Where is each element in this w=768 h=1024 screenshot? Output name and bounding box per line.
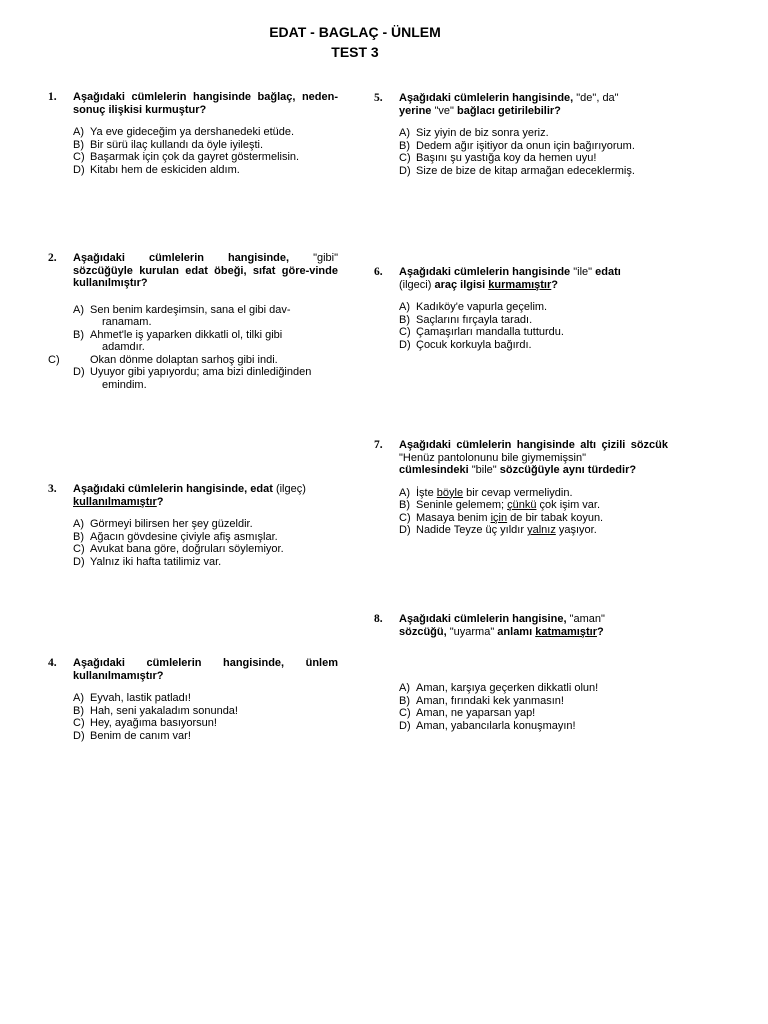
question-8 xyxy=(374,613,668,732)
option-b[interactable]: B) Aman, fırındaki kek yanmasın! xyxy=(399,694,564,707)
question-number: 1. xyxy=(48,91,57,103)
option-c[interactable]: C) Okan dönme dolaptan sarhoş gibi indi. xyxy=(48,353,278,366)
option-b[interactable]: B) Ahmet'le iş yaparken dikkatli ol, tilki gibi adamdır. xyxy=(73,328,283,353)
question-3 xyxy=(48,483,338,568)
option-b[interactable]: B) Saçlarını fırçayla taradı. xyxy=(399,313,533,326)
question-stem: Aşağıdaki cümlelerin hangisine, "aman" sözcüğü, "uyarma" anlamı katmamıştır? xyxy=(399,613,605,638)
option-c[interactable]: C) Hey, ayağıma basıyorsun! xyxy=(73,717,217,729)
option-d[interactable]: D) Yalnız iki hafta tatilimiz var. xyxy=(73,555,222,568)
option-c[interactable]: C) Başarmak için çok da gayret göstermelisin. xyxy=(73,151,300,163)
question-stem: Aşağıdaki cümlelerin hangisinde, "gibi" sözcüğüyle kurulan edat öbeği, sıfat göre-vinde kullanılmıştır? xyxy=(73,252,338,289)
option-c[interactable]: C) Aman, ne yaparsan yap! xyxy=(399,707,536,719)
options-list xyxy=(73,692,338,742)
options-list xyxy=(399,301,668,351)
question-number: 2. xyxy=(48,252,57,264)
test-number: TEST 3 xyxy=(331,44,379,60)
option-d[interactable]: D) Nadide Teyze üç yıldır yalnız yaşıyor. xyxy=(399,524,597,536)
question-number: 3. xyxy=(48,483,57,495)
option-b[interactable]: B) Hah, seni yakaladım sonunda! xyxy=(73,704,238,717)
question-stem: Aşağıdaki cümlelerin hangisinde, ünlem kullanılmamıştır? xyxy=(73,657,338,682)
option-c[interactable]: C) Çamaşırları mandalla tutturdu. xyxy=(399,326,564,338)
option-a[interactable]: A) Sen benim kardeşimsin, sana el gibi dav- ranamam. xyxy=(73,303,291,328)
options-list xyxy=(399,127,668,177)
underlined-word: çünkü xyxy=(507,499,537,511)
option-c[interactable]: C) Masaya benim için de bir tabak koyun. xyxy=(399,511,604,524)
question-1 xyxy=(48,91,338,176)
question-stem: Aşağıdaki cümlelerin hangisinde bağlaç, neden-sonuç ilişkisi kurmuştur? xyxy=(73,91,338,116)
option-d[interactable]: D) Kitabı hem de eskiciden aldım. xyxy=(73,163,240,176)
options-list xyxy=(73,518,338,568)
options-list xyxy=(399,682,668,732)
question-7 xyxy=(374,439,668,537)
underlined-word: yalnız xyxy=(527,524,556,536)
question-stem: Aşağıdaki cümlelerin hangisinde altı çizili sözcük "Henüz pantolonunu bile giymemişsin" cümlesindeki "bile" sözcüğüyle aynı türdedir? xyxy=(399,439,668,476)
option-a[interactable]: A) Kadıköy'e vapurla geçelim. xyxy=(399,301,548,313)
question-number: 7. xyxy=(374,439,383,451)
option-a[interactable]: A) Siz yiyin de biz sonra yeriz. xyxy=(399,127,549,139)
question-number: 8. xyxy=(374,613,383,625)
option-d[interactable]: D) Çocuk korkuyla bağırdı. xyxy=(399,338,532,351)
underlined-word: böyle xyxy=(436,486,464,499)
question-number: 6. xyxy=(374,266,383,278)
question-4 xyxy=(48,657,338,742)
options-list xyxy=(399,487,668,537)
option-b[interactable]: B) Bir sürü ilaç kullandı da öyle iyileşti. xyxy=(73,138,264,151)
option-c[interactable]: C) Avukat bana göre, doğruları söylemiyor. xyxy=(73,543,284,555)
question-2 xyxy=(48,252,338,391)
option-b[interactable]: B) Seninle gelemem; çünkü çok işim var. xyxy=(399,499,601,511)
option-a[interactable]: A) Ya eve gideceğim ya dershanedeki etüde. xyxy=(73,126,295,138)
option-a[interactable]: A) Aman, karşıya geçerken dikkatli olun! xyxy=(399,682,599,694)
options-list xyxy=(48,303,338,392)
option-a[interactable]: A) İşte böyle bir cevap vermeliydin. xyxy=(399,486,573,499)
question-number: 4. xyxy=(48,657,57,669)
option-c[interactable]: C) Başını şu yastığa koy da hemen uyu! xyxy=(399,152,597,164)
question-stem: Aşağıdaki cümlelerin hangisinde, "de", da" yerine "ve" bağlacı getirilebilir? xyxy=(399,92,619,117)
question-5 xyxy=(374,92,668,177)
option-d[interactable]: D) Size de bize de kitap armağan edeceklermiş. xyxy=(399,164,635,177)
question-6 xyxy=(374,266,668,351)
option-b[interactable]: B) Dedem ağır işitiyor da onun için bağırıyorum. xyxy=(399,139,635,152)
option-d[interactable]: D) Benim de canım var! xyxy=(73,729,191,742)
underlined-word: için xyxy=(490,511,508,524)
question-stem: Aşağıdaki cümlelerin hangisinde "ile" edatı (ilgeci) araç ilgisi kurmamıştır? xyxy=(399,266,621,291)
option-a[interactable]: A) Görmeyi bilirsen her şey güzeldir. xyxy=(73,518,253,530)
question-number: 5. xyxy=(374,92,383,104)
page-title: EDAT - BAGLAÇ - ÜNLEM xyxy=(269,24,441,40)
option-d[interactable]: D) Uyuyor gibi yapıyordu; ama bizi dinlediğinden emindim. xyxy=(73,366,312,391)
option-d[interactable]: D) Aman, yabancılarla konuşmayın! xyxy=(399,719,576,732)
options-list xyxy=(73,126,338,176)
option-b[interactable]: B) Ağacın gövdesine çiviyle afiş asmışlar. xyxy=(73,530,278,543)
question-stem: Aşağıdaki cümlelerin hangisinde, edat (ilgeç) kullanılmamıştır? xyxy=(73,483,306,508)
option-a[interactable]: A) Eyvah, lastik patladı! xyxy=(73,692,191,704)
